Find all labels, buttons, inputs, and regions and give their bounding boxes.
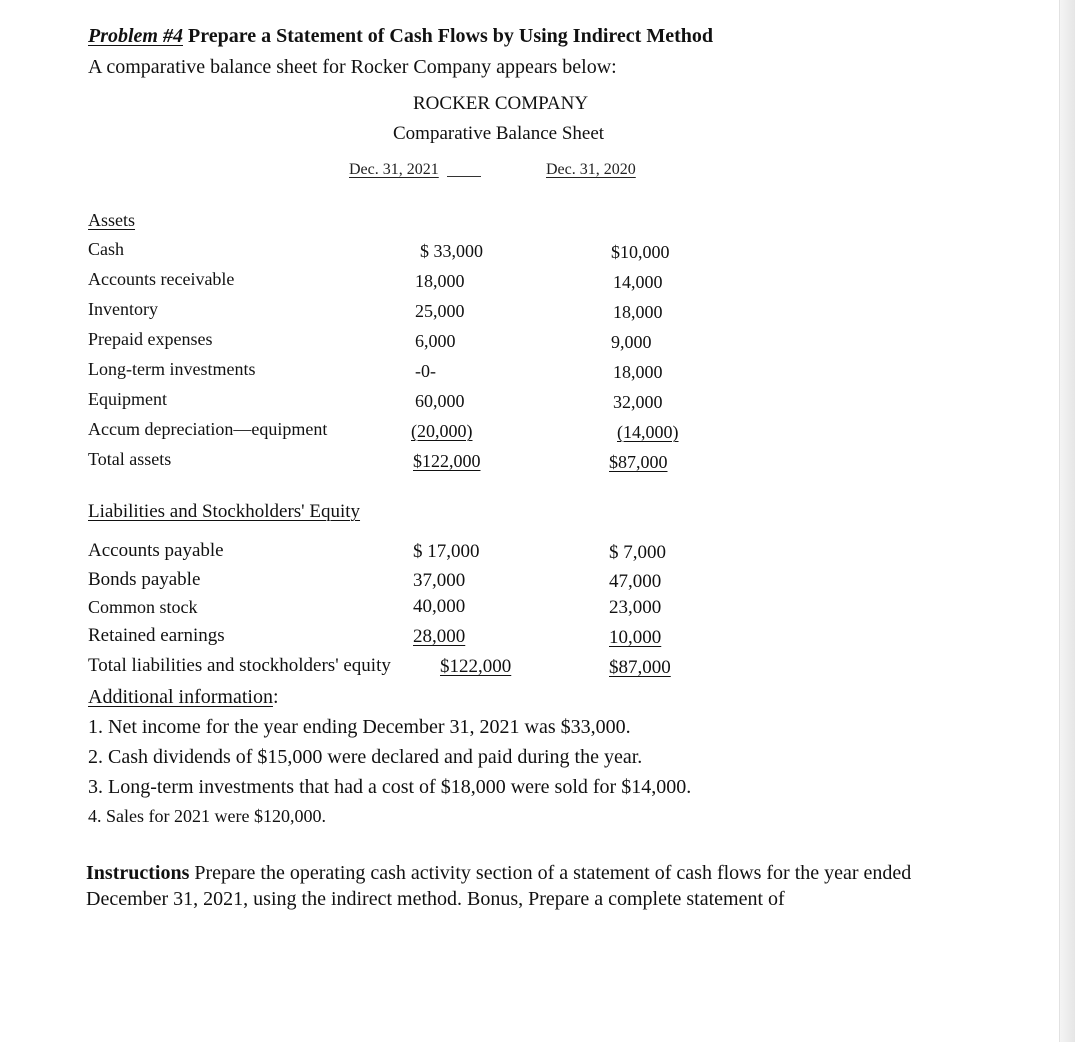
additional-item: 4. Sales for 2021 were $120,000. (88, 806, 326, 826)
additional-item: 2. Cash dividends of $15,000 were declared and paid during the year. (88, 746, 643, 768)
statement-name: Comparative Balance Sheet (393, 123, 605, 144)
page-edge (1059, 0, 1075, 1042)
additional-item: 3. Long-term investments that had a cost of $18,000 were sold for $14,000. (88, 776, 692, 798)
company-name: ROCKER COMPANY (413, 93, 589, 114)
document-page: Problem #4 Prepare a Statement of Cash Flows by Using Indirect Method A comparative balance sheet for Rocker Company appears below: ROCKER COMPANY Comparative Balance Sheet Dec. 31, 2021 Dec. 31, 2020 Assets Cash $ 33,000 $10,000 Accounts receivable 18,000 14,000 Inventory 25,000 18,000 Prepaid expenses 6,000 9,000 Long-term investments -0- 18,000 Equipment 60,000 32,000 Accum depreciation—equipment (20,000) (14,000) Total assets $122,000 $87,000 Liabilities and Stockholders' Equity Accounts payable $ 17,000 $ 7,000 Bonds payable 37,000 47,000 Common stock 40,000 23,000 Retained earnings 28,000 10,000 Total liabilities and stockholders' equity $122,000 $87,000 Additional information: 1. Net income for the year ending December 31, 2021 was $33,000. 2. Cash dividends of $15,000 were declared and paid during the year. 3. Long-term investments that had a cost of $18,000 were sold for $14,000. 4. Sales for 2021 were $120,000. Instructions Prepare the operating cash activity section of a statement of cash flows for the year ended December 31, 2021, using the indirect method. Bonus, Prepare a complete statement of (0, 0, 1060, 1042)
column-header-rule (447, 176, 481, 177)
liabilities-heading: Liabilities and Stockholders' Equity (88, 501, 361, 522)
instructions-paragraph (86, 860, 956, 912)
instructions-label: Instructions (86, 862, 190, 884)
additional-item: 1. Net income for the year ending December 31, 2021 was $33,000. (88, 716, 631, 738)
problem-label: Problem #4 (88, 25, 183, 47)
problem-title (88, 23, 713, 49)
instructions-text: Prepare the operating cash activity section of a statement of cash flows for the year ended December 31, 2021, using the indirect method. Bonus, Prepare a complete statement of (86, 862, 912, 910)
column-header-2020: Dec. 31, 2020 (546, 161, 636, 178)
additional-info-heading: Additional information: (88, 686, 279, 708)
problem-intro: A comparative balance sheet for Rocker Company appears below: (88, 56, 617, 78)
column-header-2021: Dec. 31, 2021 (349, 161, 439, 178)
assets-heading: Assets (88, 210, 136, 230)
problem-heading: Prepare a Statement of Cash Flows by Using Indirect Method (183, 25, 713, 47)
